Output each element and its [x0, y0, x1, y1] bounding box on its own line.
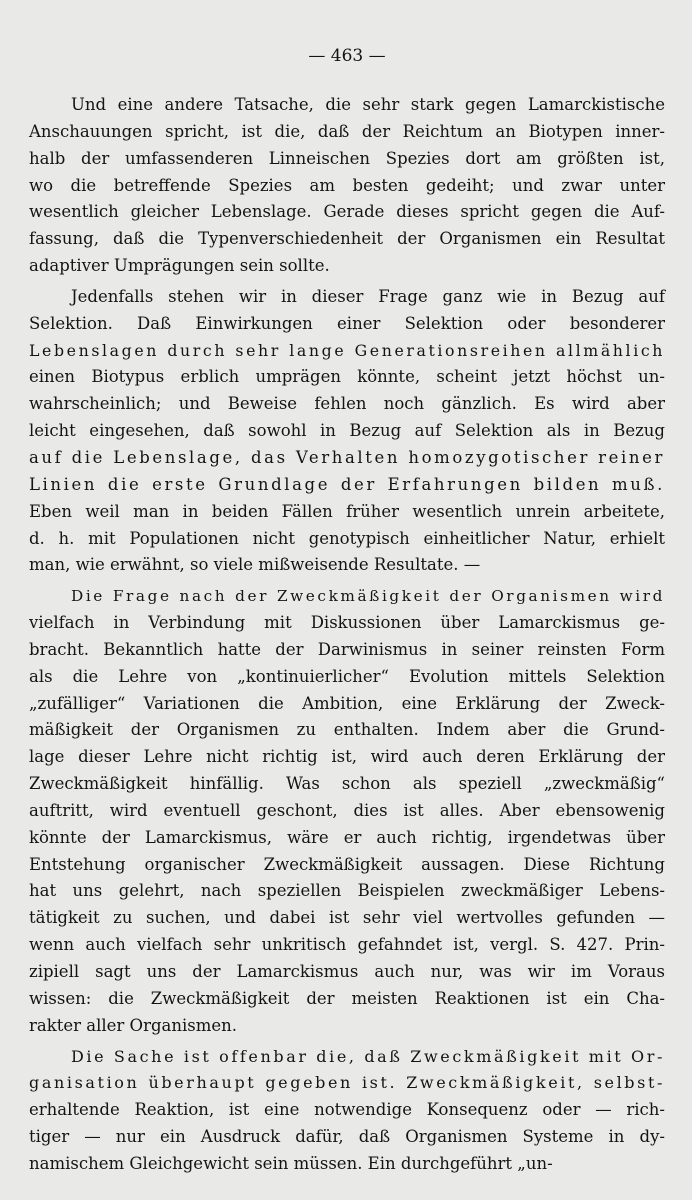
text-line: zipiell sagt uns der Lamarckismus auch nur, was wir im Voraus	[29, 962, 665, 981]
text-line: rakter aller Organismen.	[29, 1015, 238, 1035]
text-line: tätigkeit zu suchen, und dabei ist sehr viel wertvolles gefunden —	[29, 908, 665, 928]
text-line: auf die Lebenslage, das Verhalten homozygotischer reiner	[29, 447, 665, 467]
text-line: namischem Gleichgewicht sein müssen. Ein durchgeführt „un-	[29, 1153, 553, 1173]
text-line: könnte der Lamarckismus, wäre er auch richtig, irgendetwas über	[29, 827, 665, 847]
text-line: man, wie erwähnt, so viele mißweisende Resultate. —	[29, 555, 481, 575]
text-line: halb der umfassenderen Linneischen Spezies dort am größten ist,	[29, 148, 665, 168]
text-body	[29, 92, 665, 1178]
text-line: Anschauungen spricht, ist die, daß der Reichtum an Biotypen inner-	[29, 121, 665, 141]
text-line: wesentlich gleicher Lebenslage. Gerade dieses spricht gegen die Auf-	[29, 202, 665, 222]
paragraph	[29, 1044, 665, 1178]
text-line: Jedenfalls stehen wir in dieser Frage ganz wie in Bezug auf	[71, 286, 665, 306]
text-line: ganisation überhaupt gegeben ist. Zweckmäßigkeit, selbst-	[29, 1073, 665, 1093]
text-line: lage dieser Lehre nicht richtig ist, wird auch deren Erklärung der	[29, 747, 665, 767]
text-line: bracht. Bekanntlich hatte der Darwinismus in seiner reinsten Form	[29, 639, 665, 659]
text-line: Lebenslagen durch sehr lange Generationsreihen allmählich	[29, 340, 665, 360]
text-line: wahrscheinlich; und Beweise fehlen noch gänzlich. Es wird aber	[29, 394, 665, 414]
text-line: Entstehung organischer Zweckmäßigkeit aussagen. Diese Richtung	[29, 854, 665, 874]
text-line: mäßigkeit der Organismen zu enthalten. Indem aber die Grund-	[29, 720, 665, 740]
paragraph	[29, 284, 665, 579]
text-line: einen Biotypus erblich umprägen könnte, scheint jetzt höchst un-	[29, 367, 665, 387]
text-line: leicht eingesehen, daß sowohl in Bezug auf Selektion als in Bezug	[29, 421, 665, 441]
text-line: als die Lehre von „kontinuierlicher“ Evolution mittels Selektion	[29, 666, 665, 686]
text-line: Die Sache ist offenbar die, daß Zweckmäßigkeit mit Or-	[71, 1046, 665, 1066]
page-number: — 463 —	[308, 46, 386, 66]
text-line: wenn auch vielfach sehr unkritisch gefahndet ist, vergl. S. 427. Prin-	[29, 935, 665, 955]
text-line: tiger — nur ein Ausdruck dafür, daß Organismen Systeme in dy-	[29, 1127, 665, 1147]
text-line: Die Frage nach der Zweckmäßigkeit der Organismen wird	[71, 587, 665, 606]
text-line: vielfach in Verbindung mit Diskussionen über Lamarckismus ge-	[29, 613, 665, 633]
text-line: Zweckmäßigkeit hinfällig. Was schon als speziell „zweckmäßig“	[29, 774, 665, 794]
paragraph	[29, 92, 665, 280]
text-line: wo die betreffende Spezies am besten gedeiht; und zwar unter	[29, 175, 665, 195]
text-line: auftritt, wird eventuell geschont, dies ist alles. Aber ebensowenig	[29, 800, 665, 820]
text-line: fassung, daß die Typenverschiedenheit der Organismen ein Resultat	[29, 229, 665, 249]
text-line: d. h. mit Populationen nicht genotypisch einheitlicher Natur, erhielt	[29, 528, 665, 548]
text-line: Eben weil man in beiden Fällen früher wesentlich unrein arbeitete,	[29, 501, 665, 521]
paragraph	[29, 583, 665, 1039]
text-line: Linien die erste Grundlage der Erfahrungen bilden muß.	[29, 474, 665, 494]
text-line: erhaltende Reaktion, ist eine notwendige Konsequenz oder — rich-	[29, 1100, 665, 1120]
text-line: wissen: die Zweckmäßigkeit der meisten Reaktionen ist ein Cha-	[29, 988, 665, 1008]
text-line: adaptiver Umprägungen sein sollte.	[29, 256, 330, 276]
text-line: hat uns gelehrt, nach speziellen Beispielen zweckmäßiger Lebens-	[29, 881, 665, 901]
text-line: „zufälliger“ Variationen die Ambition, eine Erklärung der Zweck-	[29, 693, 665, 713]
text-line: Selektion. Daß Einwirkungen einer Selektion oder besonderer	[29, 313, 665, 333]
text-line: Und eine andere Tatsache, die sehr stark gegen Lamarckistische	[71, 95, 665, 114]
